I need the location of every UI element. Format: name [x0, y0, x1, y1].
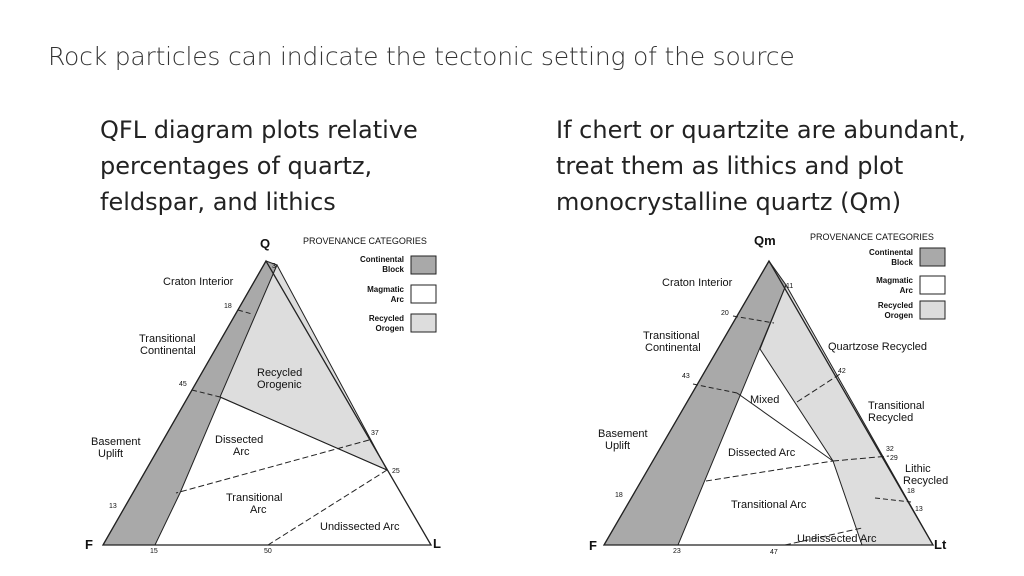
qmflt-label-quartzose-recycled: Quartzose Recycled — [828, 341, 928, 353]
qfl-legend-continental-1: Continental — [360, 255, 404, 264]
qmflt-tick-18-right: 18 — [907, 488, 915, 495]
qfl-legend-magmatic-2: Arc — [390, 295, 404, 304]
qmflt-legend-continental-2: Block — [891, 258, 913, 267]
qmflt-label-lithic-recycled-2: Recycled — [903, 475, 949, 487]
qfl-description-line-1: QFL diagram plots relative — [100, 116, 418, 144]
qmflt-legend-magmatic-1: Magmatic — [876, 276, 913, 285]
qmflt-vertex-lt: Lt — [934, 537, 947, 552]
qfl-description-line-2: percentages of quartz, — [100, 152, 373, 180]
qfl-label-recycled-orogenic-1: Recycled — [257, 367, 303, 379]
qmflt-diagram — [589, 232, 948, 556]
qmflt-tick-13: 13 — [915, 506, 923, 513]
qmflt-legend-continental-1: Continental — [869, 248, 913, 257]
qfl-legend-recycled-1: Recycled — [368, 314, 404, 323]
qmflt-label-transitional-continental-2: Continental — [645, 342, 701, 354]
qmflt-tick-23: 23 — [673, 548, 681, 555]
qmflt-legend-continental-swatch — [920, 248, 945, 266]
qfl-vertex-q: Q — [260, 236, 271, 251]
qmflt-label-craton-interior: Craton Interior — [662, 277, 733, 289]
qfl-label-craton-interior: Craton Interior — [163, 276, 234, 288]
qmflt-label-undissected-arc: Undissected Arc — [797, 533, 877, 545]
qfl-label-dissected-arc-2: Arc — [233, 446, 250, 458]
qfl-legend-title: PROVENANCE CATEGORIES — [303, 236, 427, 246]
qmflt-legend-magmatic-2: Arc — [899, 286, 913, 295]
qfl-label-transitional-arc-2: Arc — [250, 504, 267, 516]
qmflt-tick-29: 29 — [890, 455, 898, 462]
qmflt-label-transitional-recycled-1: Transitional — [868, 400, 925, 412]
qfl-vertex-l: L — [433, 536, 441, 551]
qfl-description-line-3: feldspar, and lithics — [100, 188, 336, 216]
qmflt-tick-43: 43 — [682, 373, 690, 380]
qmflt-boundary-transitional-arc — [706, 461, 833, 481]
qfl-legend-continental-swatch — [411, 256, 436, 274]
qfl-vertex-f: F — [85, 537, 93, 552]
qmflt-label-transitional-recycled-2: Recycled — [868, 412, 914, 424]
qfl-tick-18: 18 — [224, 303, 232, 310]
qmflt-legend — [810, 232, 945, 320]
qmflt-tick-42: 42 — [838, 368, 846, 375]
qmflt-label-transitional-continental-1: Transitional — [643, 330, 700, 342]
qmflt-legend-magmatic-swatch — [920, 276, 945, 294]
slide-title: Rock particles can indicate the tectonic setting of the source — [48, 42, 795, 71]
qmflt-tick-20: 20 — [721, 310, 729, 317]
qmflt-label-dissected-arc: Dissected Arc — [728, 447, 796, 459]
qmflt-tick-11: 11 — [786, 283, 794, 290]
qmflt-legend-title: PROVENANCE CATEGORIES — [810, 232, 934, 242]
qmflt-description-line-3: monocrystalline quartz (Qm) — [556, 188, 902, 216]
qfl-tick-3: 3 — [272, 263, 276, 270]
qmflt-label-basement-uplift-1: Basement — [598, 428, 648, 440]
qfl-label-undissected-arc: Undissected Arc — [320, 521, 400, 533]
qfl-boundary-37 — [176, 440, 369, 493]
qfl-legend-recycled-2: Orogen — [375, 324, 404, 333]
qfl-tick-13: 13 — [109, 503, 117, 510]
qfl-label-basement-uplift-1: Basement — [91, 436, 141, 448]
qfl-tick-45: 45 — [179, 381, 187, 388]
qfl-tick-50: 50 — [264, 548, 272, 555]
qmflt-label-transitional-arc: Transitional Arc — [731, 499, 807, 511]
qfl-tick-15: 15 — [150, 548, 158, 555]
qfl-tick-25: 25 — [392, 468, 400, 475]
qfl-diagram — [85, 236, 441, 555]
qfl-legend-magmatic-1: Magmatic — [367, 285, 404, 294]
qfl-label-basement-uplift-2: Uplift — [98, 448, 124, 460]
qmflt-description-line-2: treat them as lithics and plot — [556, 152, 904, 180]
qfl-legend-magmatic-swatch — [411, 285, 436, 303]
qmflt-label-lithic-recycled-1: Lithic — [905, 463, 931, 475]
qfl-legend-continental-2: Block — [382, 265, 404, 274]
qmflt-vertex-qm: Qm — [754, 233, 776, 248]
qmflt-description-line-1: If chert or quartzite are abundant, — [556, 116, 966, 144]
qfl-label-recycled-orogenic-2: Orogenic — [257, 379, 302, 391]
qfl-label-dissected-arc-1: Dissected — [215, 434, 264, 446]
qfl-label-transitional-continental-2: Continental — [140, 345, 196, 357]
qfl-boundary-25-50 — [268, 470, 387, 545]
qmflt-label-basement-uplift-2: Uplift — [605, 440, 631, 452]
qfl-legend-recycled-swatch — [411, 314, 436, 332]
qmflt-legend-recycled-2: Orogen — [884, 311, 913, 320]
qfl-tick-37: 37 — [371, 430, 379, 437]
qmflt-tick-32: 32 — [886, 446, 894, 453]
qmflt-legend-recycled-1: Recycled — [877, 301, 913, 310]
qmflt-label-mixed: Mixed — [750, 394, 780, 406]
qmflt-legend-recycled-swatch — [920, 301, 945, 319]
qfl-label-transitional-continental-1: Transitional — [139, 333, 196, 345]
qfl-label-transitional-arc-1: Transitional — [226, 492, 283, 504]
qfl-legend — [303, 236, 436, 333]
qmflt-vertex-f: F — [589, 538, 597, 553]
qmflt-tick-18: 18 — [615, 492, 623, 499]
qmflt-tick-47: 47 — [770, 549, 778, 556]
